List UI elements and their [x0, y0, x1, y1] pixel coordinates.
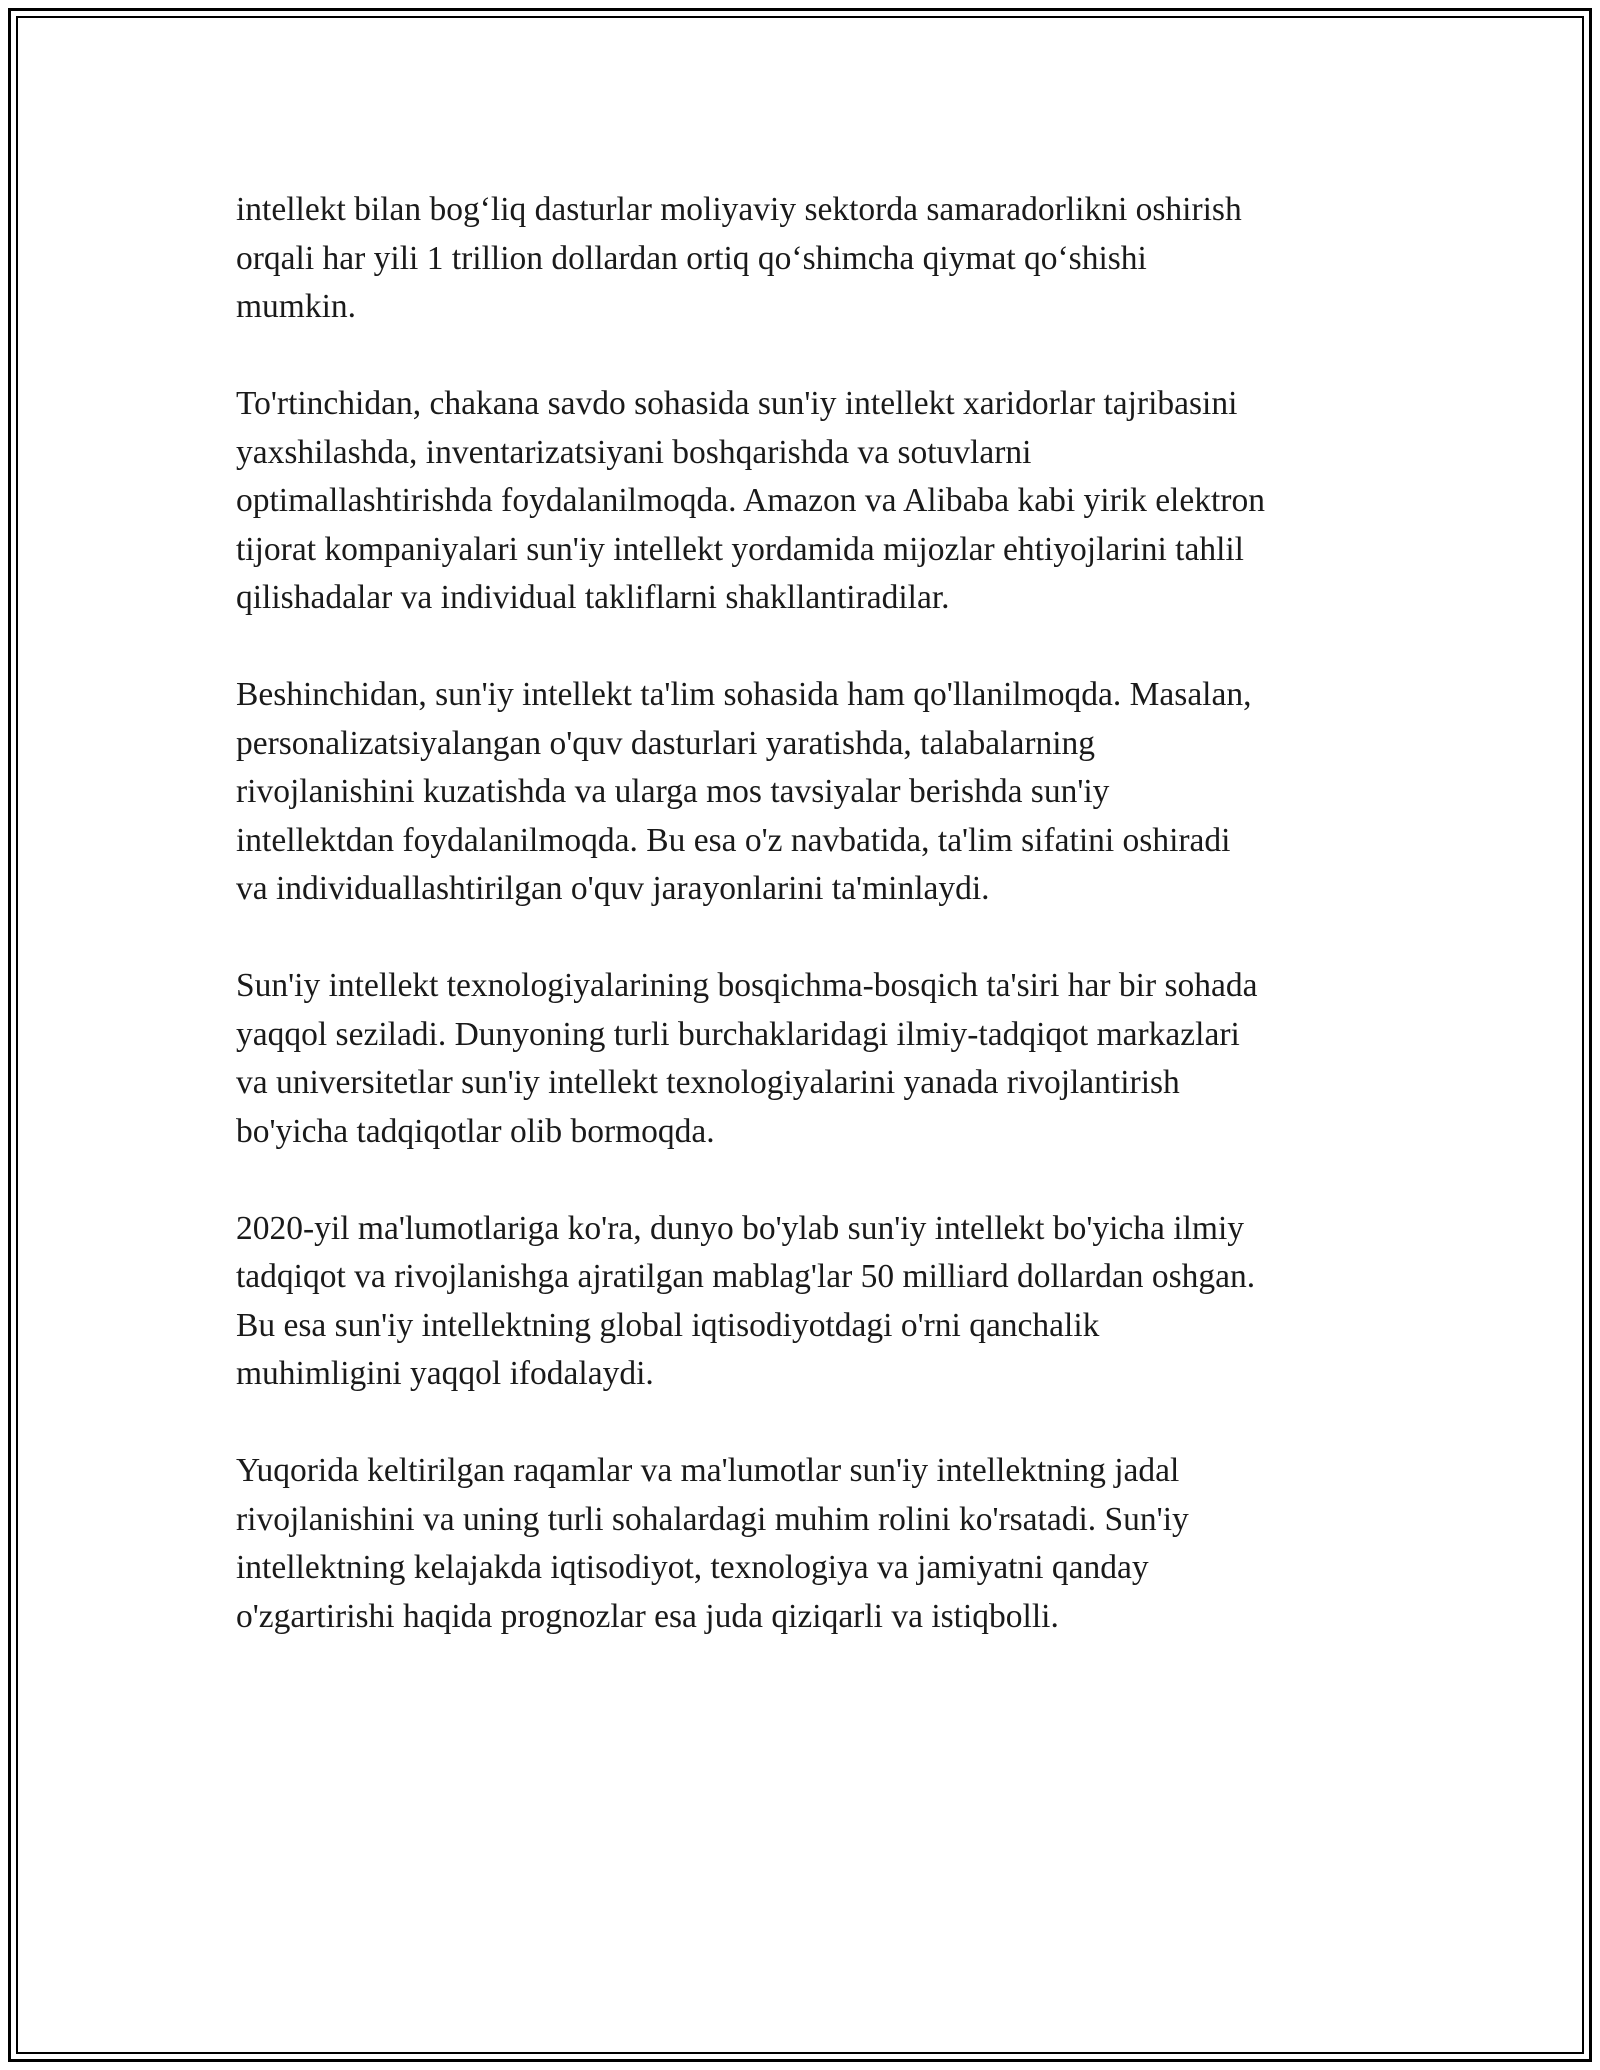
text-line: intellekt bilan bog‘liq dasturlar moliyaviy sektorda samaradorlikni oshirish: [236, 191, 1242, 228]
text-line: personalizatsiyalangan o'quv dasturlari yaratishda, talabalarning: [236, 724, 1096, 762]
text-line: Bu esa sun'iy intellektning global iqtisodiyotdagi o'rni qanchalik: [236, 1306, 1100, 1344]
text-line: tadqiqot va rivojlanishga ajratilgan mablag'lar 50 milliard dollardan oshgan.: [236, 1258, 1256, 1295]
paragraph-2: [236, 380, 1386, 623]
paragraph-3: [236, 671, 1386, 914]
text-line: muhimligini yaqqol ifodalaydi.: [236, 1355, 654, 1392]
text-line: Yuqorida keltirilgan raqamlar va ma'lumotlar sun'iy intellektning jadal: [236, 1452, 1180, 1489]
text-line: Beshinchidan, sun'iy intellekt ta'lim sohasida ham qo'llanilmoqda. Masalan,: [236, 676, 1252, 713]
text-line: optimallashtirishda foydalanilmoqda. Amazon va Alibaba kabi yirik elektron: [236, 482, 1265, 519]
paragraph-5: [236, 1205, 1386, 1399]
paragraph-1: [236, 186, 1386, 332]
text-line: tijorat kompaniyalari sun'iy intellekt yordamida mijozlar ehtiyojlarini tahlil: [236, 530, 1244, 568]
text-line: qilishadalar va individual takliflarni shakllantiradilar.: [236, 579, 950, 616]
text-line: Sun'iy intellekt texnologiyalarining bosqichma-bosqich ta'siri har bir sohada: [236, 967, 1258, 1004]
text-line: orqali har yili 1 trillion dollardan ortiq qo‘shimcha qiymat qo‘shishi: [236, 239, 1147, 277]
text-line: mumkin.: [236, 288, 357, 325]
text-line: rivojlanishini va uning turli sohalardagi muhim rolini ko'rsatadi. Sun'iy: [236, 1500, 1189, 1538]
text-line: va universitetlar sun'iy intellekt texnologiyalarini yanada rivojlantirish: [236, 1064, 1180, 1101]
text-line: o'zgartirishi haqida prognozlar esa juda qiziqarli va istiqbolli.: [236, 1597, 1059, 1635]
text-line: 2020-yil ma'lumotlariga ko'ra, dunyo bo'ylab sun'iy intellekt bo'yicha ilmiy: [236, 1209, 1245, 1247]
paragraph-4: [236, 962, 1386, 1156]
document-body: [236, 186, 1386, 1690]
text-line: rivojlanishini kuzatishda va ularga mos tavsiyalar berishda sun'iy: [236, 773, 1110, 810]
paragraph-6: [236, 1447, 1386, 1641]
text-line: va individuallashtirilgan o'quv jarayonlarini ta'minlaydi.: [236, 870, 990, 907]
text-line: yaqqol seziladi. Dunyoning turli burchaklaridagi ilmiy-tadqiqot markazlari: [236, 1015, 1240, 1053]
text-line: To'rtinchidan, chakana savdo sohasida sun'iy intellekt xaridorlar tajribasini: [236, 385, 1238, 422]
text-line: intellektning kelajakda iqtisodiyot, texnologiya va jamiyatni qanday: [236, 1549, 1149, 1586]
text-line: yaxshilashda, inventarizatsiyani boshqarishda va sotuvlarni: [236, 433, 1032, 471]
text-line: intellektdan foydalanilmoqda. Bu esa o'z navbatida, ta'lim sifatini oshiradi: [236, 821, 1231, 859]
text-line: bo'yicha tadqiqotlar olib bormoqda.: [236, 1112, 715, 1150]
